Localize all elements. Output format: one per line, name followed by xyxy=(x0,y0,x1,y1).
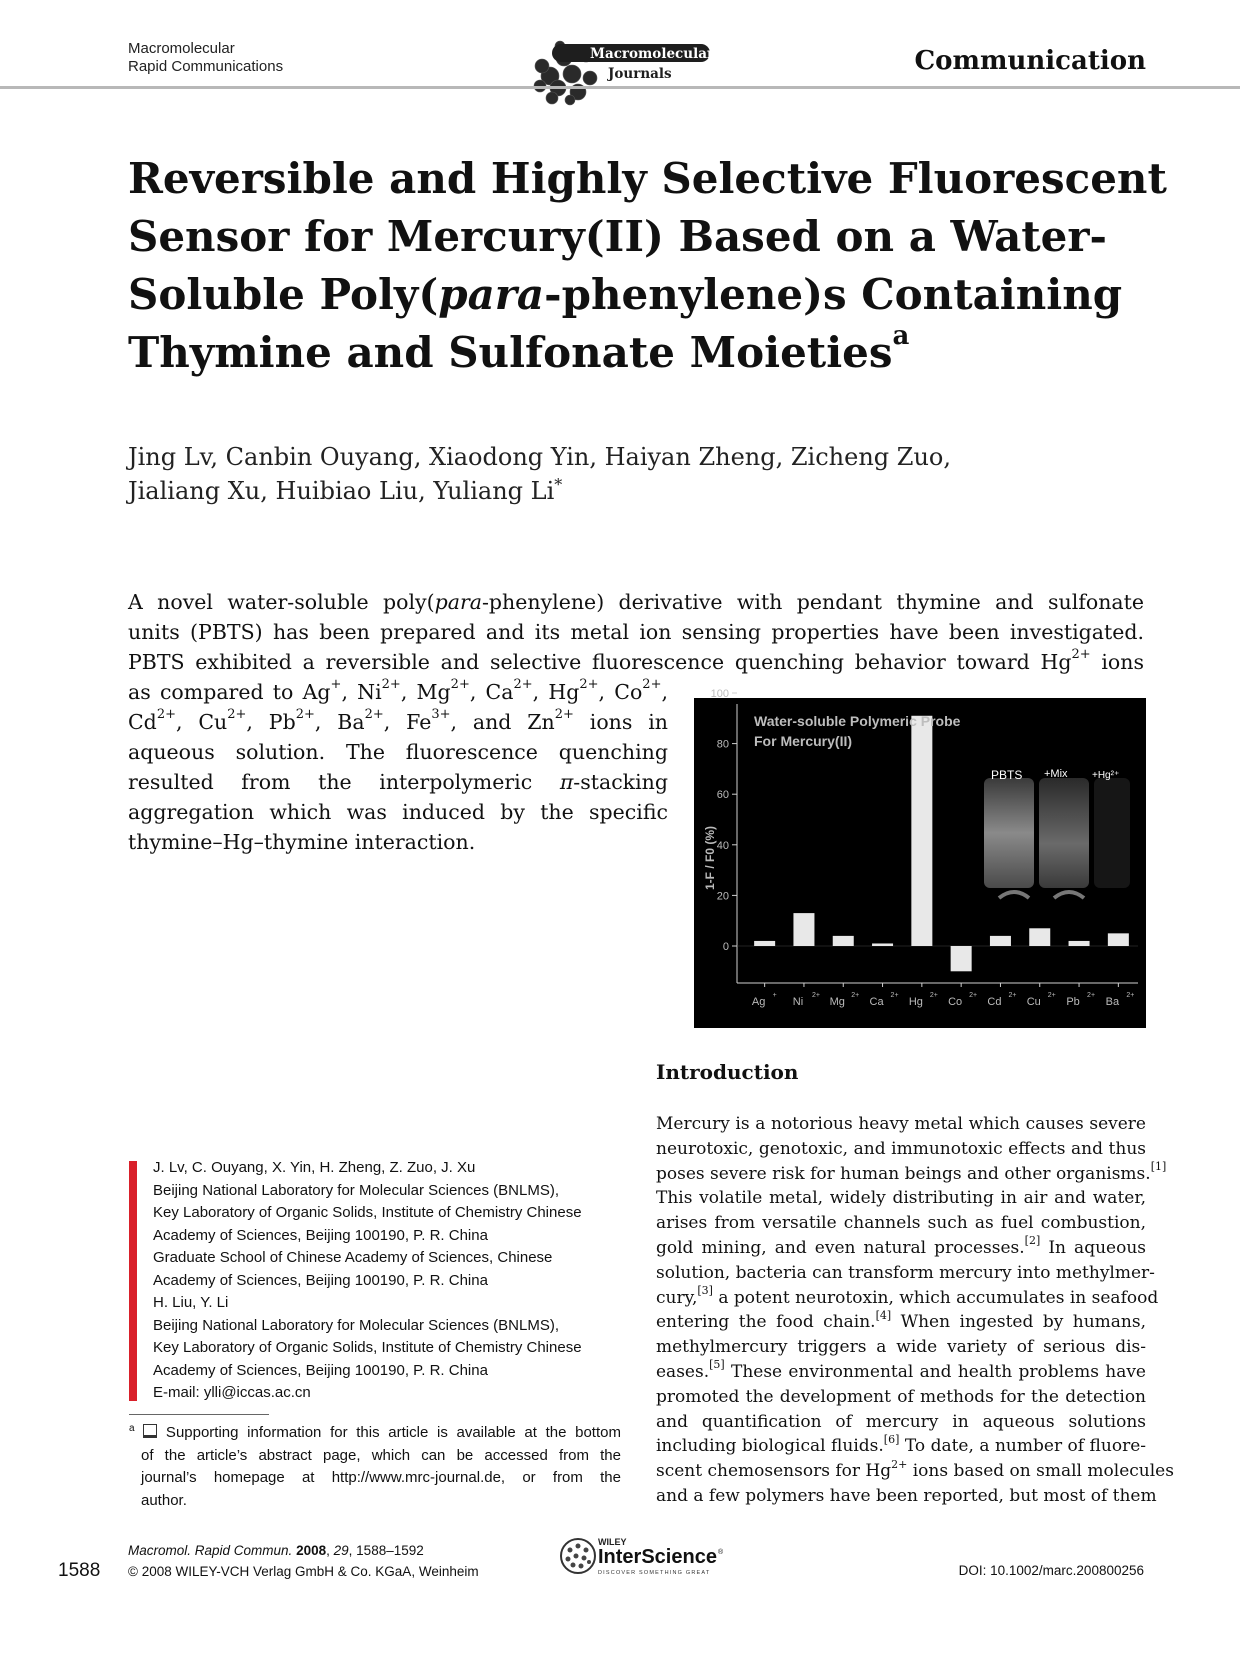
ion-list xyxy=(330,677,662,704)
x-axis xyxy=(737,983,1138,1008)
intro-text: entering the food chain. xyxy=(656,1312,876,1333)
x-tick-label: Hg xyxy=(908,996,923,1008)
title-line xyxy=(128,321,1128,382)
ion-charge: 2+ xyxy=(295,707,315,723)
interscience-tagline: DISCOVER SOMETHING GREAT xyxy=(598,1570,711,1576)
computer-icon xyxy=(143,1424,157,1438)
abstract-italic: para xyxy=(434,590,482,614)
intro-line xyxy=(656,1283,1159,1311)
wiley-text: WILEY xyxy=(598,1537,627,1547)
author-line: Jing Lv, Canbin Ouyang, Xiaodong Yin, Haiyan Zheng, Zicheng Zuo, xyxy=(128,443,951,471)
bar-ni xyxy=(793,913,814,946)
intro-line xyxy=(656,1236,1146,1261)
intro-text: arises from versatile channels such as fuel combustion, xyxy=(656,1213,1146,1234)
citation-journal: Macromol. Rapid Commun. xyxy=(128,1543,293,1558)
intro-line xyxy=(656,1211,1146,1236)
cuvette-pbts xyxy=(984,778,1034,888)
footnote-line[interactable]: journal’s homepage at http://www.mrc-journal.de, or from the xyxy=(141,1469,621,1486)
intro-text: ions based on small molecules xyxy=(907,1461,1174,1482)
abstract-line xyxy=(128,767,668,797)
intro-line xyxy=(656,1385,1146,1410)
citation-volume: 29 xyxy=(333,1543,349,1558)
ion-charge: 2+ xyxy=(891,1457,908,1471)
intro-text: promoted the development of methods for the detection xyxy=(656,1386,1146,1407)
ion-symbol: , Ba xyxy=(314,710,365,734)
x-tick-charge: 2+ xyxy=(1008,992,1017,999)
pi-symbol: π xyxy=(559,770,574,794)
citation-ref[interactable]: [4] xyxy=(875,1308,892,1322)
citation-ref[interactable]: [3] xyxy=(697,1283,713,1297)
abstract-line xyxy=(128,677,668,707)
inset-label-mix: +Mix xyxy=(1044,768,1068,780)
affiliation-line: J. Lv, C. Ouyang, X. Yin, H. Zheng, Z. Zuo, J. Xu xyxy=(153,1159,476,1176)
ion-symbol: Cd xyxy=(128,710,157,734)
intro-text: eases. xyxy=(656,1361,710,1382)
intro-text: and a few polymers have been reported, but most of them xyxy=(656,1485,1157,1506)
x-tick-charge: 2+ xyxy=(1047,992,1056,999)
bar-ba xyxy=(1108,933,1129,946)
affiliation-line: Graduate School of Chinese Academy of Sciences, Chinese xyxy=(153,1249,553,1266)
journal-name-line2: Rapid Communications xyxy=(128,58,284,75)
abstract-text: A novel water-soluble poly( xyxy=(128,590,435,614)
abstract-line: aggregation which was induced by the specific xyxy=(128,800,668,824)
footnote-mark: a xyxy=(129,1423,135,1434)
contact-email[interactable]: E-mail: ylli@iccas.ac.cn xyxy=(153,1384,311,1401)
ion-charge: 2+ xyxy=(513,677,533,693)
author-text: Jialiang Xu, Huibiao Liu, Yuliang Li xyxy=(128,477,555,505)
intro-text: and quantification of mercury in aqueous solutions xyxy=(656,1411,1146,1432)
logo-text-line1: Macromolecular xyxy=(590,46,715,62)
supporting-info-footnote xyxy=(129,1418,621,1512)
title-footnote-mark[interactable]: a xyxy=(892,321,910,351)
footnote-line xyxy=(129,1418,621,1445)
intro-text: methylmercury triggers a wide variety of serious dis- xyxy=(656,1337,1146,1358)
wiley-interscience-logo xyxy=(556,1530,736,1582)
title-text: Thymine and Sulfonate Moieties xyxy=(128,328,893,377)
abstract-text: , xyxy=(661,680,668,704)
intro-text: gold mining, and even natural processes. xyxy=(656,1237,1025,1258)
x-tick-label: Co xyxy=(948,996,963,1008)
inset-cuvette-photo xyxy=(984,768,1130,898)
ion-list xyxy=(128,707,574,734)
page-number: 1588 xyxy=(58,1560,101,1581)
intro-text: These environmental and health problems have xyxy=(724,1361,1146,1382)
affiliation-line: H. Liu, Y. Li xyxy=(153,1294,229,1311)
inset-label-hg: +Hg²⁺ xyxy=(1092,770,1120,781)
intro-line xyxy=(656,1137,1146,1162)
intro-line xyxy=(656,1410,1146,1435)
abstract-line xyxy=(128,647,1144,677)
intro-text: including biological fluids. xyxy=(656,1436,884,1457)
intro-line xyxy=(656,1186,1146,1211)
x-tick-charge: + xyxy=(772,992,777,999)
abstract-continued xyxy=(128,677,668,857)
intro-text: poses severe risk for human beings and other organisms. xyxy=(656,1163,1151,1184)
bar-hg xyxy=(911,716,932,946)
cuvette-hg xyxy=(1094,778,1130,888)
footnote-line: of the article’s abstract page, which can be accessed from the xyxy=(141,1446,621,1464)
ion-charge: 2+ xyxy=(156,707,176,723)
abstract-text: -stacking xyxy=(573,770,668,794)
arrow-right xyxy=(1054,892,1084,898)
macromolecular-journals-logo xyxy=(530,38,720,106)
affiliations xyxy=(153,1157,623,1405)
journal-name-line1: Macromolecular xyxy=(128,40,235,57)
intro-line xyxy=(656,1457,1174,1484)
abstract-line: units (PBTS) has been prepared and its metal ion sensing properties have been investigated. xyxy=(128,620,1144,644)
intro-text: scent chemosensors for Hg xyxy=(656,1461,892,1482)
x-tick-charge: 2+ xyxy=(969,992,978,999)
corresponding-author-mark: * xyxy=(554,475,563,494)
affiliation-line: Key Laboratory of Organic Solids, Institute of Chemistry Chinese xyxy=(153,1339,582,1356)
intro-text: When ingested by humans, xyxy=(891,1312,1147,1333)
x-tick-charge: 2+ xyxy=(811,992,820,999)
ion-charge: 2+ xyxy=(554,707,574,723)
footnote-line: author. xyxy=(141,1491,187,1509)
globe-icon xyxy=(561,1539,595,1573)
y-axis-label: 1-F / F0 (%) xyxy=(703,825,717,891)
abstract-text: ions in xyxy=(573,710,669,734)
bar-mg xyxy=(833,936,854,946)
abstract-line: aqueous solution. The fluorescence quenching xyxy=(128,740,668,764)
ion-symbol: , Pb xyxy=(246,710,296,734)
x-tick-label: Cu xyxy=(1026,996,1041,1008)
affiliation-line: Academy of Sciences, Beijing 100190, P. R. China xyxy=(153,1361,488,1379)
ion-charge: 2+ xyxy=(381,677,401,693)
arrow-left xyxy=(999,892,1029,898)
citation-line: Macromol. Rapid Commun. 2008, 29, 1588–1592 xyxy=(128,1543,424,1558)
interscience-text: InterScience xyxy=(598,1546,717,1568)
ion-charge: 2+ xyxy=(227,707,247,723)
abstract-text: ions xyxy=(1090,650,1144,674)
affiliation-accent-bar xyxy=(129,1161,137,1401)
ion-charge: 2+ xyxy=(642,677,662,693)
ion-charge: + xyxy=(330,677,342,693)
abstract-text: -phenylene) derivative with pendant thymine and sulfonate xyxy=(482,590,1144,614)
intro-line xyxy=(656,1159,1167,1187)
y-tick-label: 60 xyxy=(716,789,729,802)
bar-cd xyxy=(990,936,1011,946)
figure-title-line2: For Mercury(II) xyxy=(754,733,853,749)
ion-symbol: , Co xyxy=(598,680,643,704)
y-tick-label: 0 xyxy=(722,941,729,953)
intro-text: To date, a number of fluore- xyxy=(899,1436,1147,1457)
y-tick-label: 100 xyxy=(710,688,729,700)
ion-symbol: , Mg xyxy=(400,680,451,704)
intro-line xyxy=(656,1434,1146,1459)
citation-ref[interactable]: [2] xyxy=(1024,1234,1041,1248)
citation-block xyxy=(128,1540,479,1582)
citation-year: 2008 xyxy=(296,1543,327,1558)
x-tick-label: Cd xyxy=(987,996,1002,1008)
ion-charge: 2+ xyxy=(364,707,384,723)
affiliation-line: Beijing National Laboratory for Molecular Sciences (BNLMS), xyxy=(153,1181,560,1199)
y-tick-label: 40 xyxy=(716,839,729,852)
ion-symbol: , Ni xyxy=(341,680,382,704)
footnote-text: Supporting information for this article is available at the bottom xyxy=(157,1424,621,1441)
intro-line xyxy=(656,1335,1146,1360)
y-tick-label: 20 xyxy=(716,890,729,903)
ion-symbol: , Cu xyxy=(175,710,228,734)
article-type: Communication xyxy=(914,46,1146,76)
intro-line xyxy=(656,1484,1157,1509)
introduction-heading: Introduction xyxy=(656,1060,799,1084)
affiliation-line: Beijing National Laboratory for Molecular Sciences (BNLMS), xyxy=(153,1316,560,1334)
affiliation-line: Academy of Sciences, Beijing 100190, P. R. China xyxy=(153,1226,488,1244)
ion-charge: 2+ xyxy=(579,677,599,693)
footnote-rule xyxy=(129,1414,269,1415)
ion-charge: 3+ xyxy=(431,707,451,723)
ion-symbol: , and Zn xyxy=(450,710,555,734)
x-tick-charge: 2+ xyxy=(890,992,899,999)
title-line: Reversible and Highly Selective Fluorescent xyxy=(128,154,1167,203)
bar-chart xyxy=(694,688,1146,1028)
intro-text: cury, xyxy=(656,1287,698,1308)
y-tick-label: 80 xyxy=(716,738,729,751)
x-tick-charge: 2+ xyxy=(851,992,860,999)
intro-text: Mercury is a notorious heavy metal which causes severe xyxy=(656,1114,1146,1134)
x-tick-label: Ca xyxy=(869,996,884,1008)
x-tick-charge: 2+ xyxy=(1087,992,1096,999)
inset-label-pbts: PBTS xyxy=(991,768,1023,782)
x-tick-label: Ag xyxy=(751,996,766,1008)
intro-text: neurotoxic, genotoxic, and immunotoxic effects and thus xyxy=(656,1138,1146,1159)
bar-ca xyxy=(872,943,893,946)
introduction-body xyxy=(656,1112,1174,1509)
header-rule xyxy=(0,86,1240,89)
affiliation-line: Key Laboratory of Organic Solids, Institute of Chemistry Chinese xyxy=(153,1204,582,1221)
title-line xyxy=(128,266,1128,324)
intro-text: This volatile metal, widely distributing in air and water, xyxy=(656,1188,1146,1209)
bar-pb xyxy=(1069,941,1090,946)
intro-line xyxy=(656,1360,1146,1385)
abstract-text: resulted from the interpolymeric xyxy=(128,770,560,794)
ion-symbol: , Ca xyxy=(469,680,514,704)
title-line: Sensor for Mercury(II) Based on a Water- xyxy=(128,212,1107,261)
article-title xyxy=(128,150,1167,382)
x-tick-label: Pb xyxy=(1066,996,1080,1008)
intro-line xyxy=(656,1261,1155,1286)
logo-text-line2: Journals xyxy=(608,66,672,82)
ion-charge: 2+ xyxy=(1071,647,1091,663)
intro-text: a potent neurotoxin, which accumulates in seafood xyxy=(712,1287,1159,1308)
intro-text: solution, bacteria can transform mercury into methylmer- xyxy=(656,1262,1155,1283)
figure-title-line1: Water-soluble Polymeric Probe xyxy=(754,713,961,729)
x-tick-charge: 2+ xyxy=(929,992,938,999)
x-tick-label: Ba xyxy=(1105,996,1120,1008)
affiliation-line: Academy of Sciences, Beijing 100190, P. R. China xyxy=(153,1271,488,1289)
title-italic: para xyxy=(438,270,545,319)
copyright-line: © 2008 WILEY-VCH Verlag GmbH & Co. KGaA, Weinheim xyxy=(128,1564,479,1579)
intro-text: In aqueous xyxy=(1040,1237,1146,1258)
abstract-line xyxy=(128,707,668,737)
intro-line xyxy=(656,1112,1146,1137)
journal-name xyxy=(128,40,283,76)
doi: DOI: 10.1002/marc.200800256 xyxy=(958,1563,1144,1578)
abstract-line xyxy=(128,587,1144,617)
title-text: Soluble Poly( xyxy=(128,270,439,319)
ion-symbol: , Fe xyxy=(383,710,432,734)
x-tick-label: Ni xyxy=(792,996,804,1008)
citation-ref[interactable]: [5] xyxy=(709,1358,725,1372)
abstract-text: PBTS exhibited a reversible and selective fluorescence quenching behavior toward Hg xyxy=(128,650,1072,674)
graphical-abstract-figure xyxy=(694,688,1146,1028)
registered-mark: ® xyxy=(718,1549,724,1556)
ion-charge: 2+ xyxy=(450,677,470,693)
x-tick-charge: 2+ xyxy=(1126,992,1135,999)
abstract-text: as compared to Ag xyxy=(128,680,331,704)
citation-ref[interactable]: [6] xyxy=(883,1432,900,1446)
intro-line xyxy=(656,1310,1146,1335)
author-list xyxy=(128,440,1128,508)
x-tick-label: Mg xyxy=(829,996,845,1008)
citation-pages: , 1588–1592 xyxy=(348,1543,424,1558)
title-text: -phenylene)s Containing xyxy=(544,270,1123,319)
ion-symbol: , Hg xyxy=(532,680,580,704)
bar-cu xyxy=(1029,928,1050,946)
cuvette-mix xyxy=(1039,778,1089,888)
author-line xyxy=(128,474,1128,508)
citation-ref[interactable]: [1] xyxy=(1150,1159,1167,1173)
abstract xyxy=(128,587,1144,677)
bar-ag xyxy=(754,941,775,946)
bar-co xyxy=(951,946,972,971)
abstract-line: thymine–Hg–thymine interaction. xyxy=(128,830,476,854)
